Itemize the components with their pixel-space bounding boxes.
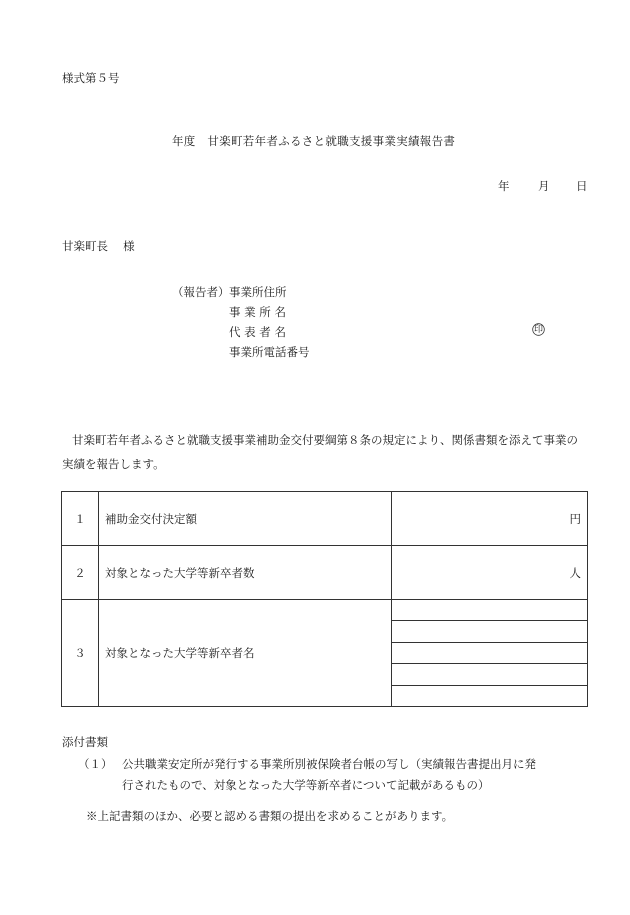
row-number: １ (62, 492, 99, 546)
attachment-item (78, 754, 588, 796)
table-row (62, 492, 588, 546)
graduate-name-field[interactable] (392, 664, 588, 685)
reporter-heading: （報告者） (172, 285, 230, 299)
table-row (62, 546, 588, 600)
row-label: 補助金交付決定額 (99, 492, 392, 546)
reporter-field-representative: 代 表 者 名 (229, 325, 286, 339)
row-label: 対象となった大学等新卒者数 (99, 546, 392, 600)
table-row (62, 600, 588, 621)
row-number: ３ (62, 600, 99, 707)
date-day: 日 (576, 179, 588, 193)
date-month: 月 (538, 179, 550, 193)
reporter-field-phone: 事業所電話番号 (229, 345, 310, 359)
graduate-name-field[interactable] (392, 600, 588, 621)
attachments-heading: 添付書類 (62, 735, 108, 749)
row-value-field[interactable]: 人 (392, 546, 588, 600)
form-number: 様式第５号 (62, 71, 120, 85)
row-value-field[interactable]: 円 (392, 492, 588, 546)
graduate-name-field[interactable] (392, 685, 588, 706)
reporter-field-company: 事 業 所 名 (229, 305, 286, 319)
reporter-field-address: 事業所住所 (229, 285, 287, 299)
graduate-name-field[interactable] (392, 621, 588, 642)
info-table (61, 491, 588, 707)
row-number: ２ (62, 546, 99, 600)
seal-mark: 印 (534, 325, 544, 335)
attachment-number: （１） (78, 757, 113, 771)
attachments-note: ※上記書類のほか、必要と認める書類の提出を求めることがあります。 (86, 809, 454, 823)
graduate-name-field[interactable] (392, 642, 588, 663)
body-text: 甘楽町若年者ふるさと就職支援事業補助金交付要綱第８条の規定により、関係書類を添えて事業の実績を報告します。 (62, 433, 578, 471)
date-year: 年 (498, 179, 510, 193)
page-title: 年度 甘楽町若年者ふるさと就職支援事業実績報告書 (172, 134, 456, 148)
addressee: 甘楽町長 様 (62, 239, 135, 253)
row-label: 対象となった大学等新卒者名 (99, 600, 392, 707)
date-line (498, 178, 588, 194)
attachment-text-line1: 公共職業安定所が発行する事業所別被保険者台帳の写し（実績報告書提出月に発 (122, 757, 536, 771)
attachment-text-line2: 行されたもので、対象となった大学等新卒者について記載があるもの） (122, 778, 490, 792)
reporter-block (172, 282, 310, 362)
